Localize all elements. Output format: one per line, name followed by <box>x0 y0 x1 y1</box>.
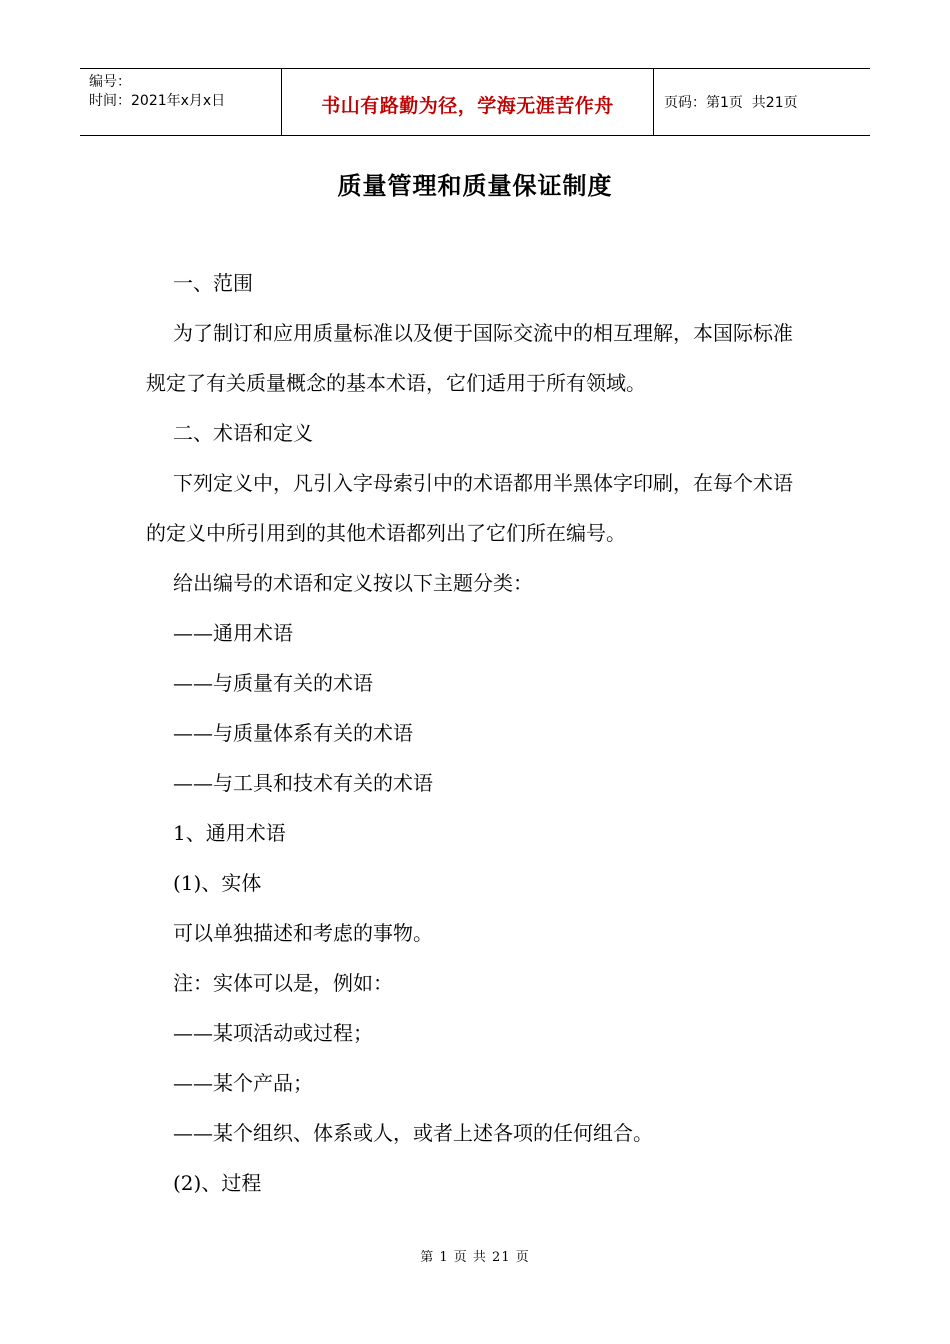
header-motto-cell <box>282 69 654 135</box>
paragraph-classification: 给出编号的术语和定义按以下主题分类： <box>173 571 533 595</box>
list-item: ——某个组织、体系或人，或者上述各项的任何组合。 <box>173 1121 653 1145</box>
serial-number-label: 编号： <box>89 74 131 90</box>
header-page-cell <box>654 69 870 135</box>
page-header <box>80 68 870 136</box>
section-heading-scope: 一、范围 <box>173 271 253 295</box>
list-item: ——与工具和技术有关的术语 <box>173 771 433 795</box>
paragraph-scope: 为了制订和应用质量标准以及便于国际交流中的相互理解，本国际标准规定了有关质量概念的基本术语，它们适用于所有领域。 <box>146 321 793 395</box>
list-item: ——某个产品； <box>173 1071 313 1095</box>
list-item: ——与质量有关的术语 <box>173 671 373 695</box>
date-label: 时间：2021年x月x日 <box>89 93 226 109</box>
list-item: ——与质量体系有关的术语 <box>173 721 413 745</box>
section-heading-terms: 二、术语和定义 <box>173 421 313 445</box>
paragraph-terms-intro: 下列定义中，凡引入字母索引中的术语都用半黑体字印刷，在每个术语的定义中所引用到的其他术语都列出了它们所在编号。 <box>146 471 793 545</box>
motto-text: 书山有路勤为径，学海无涯苦作舟 <box>321 94 614 117</box>
page-footer: 第 1 页 共 21 页 <box>420 1250 530 1265</box>
document-title: 质量管理和质量保证制度 <box>337 172 613 200</box>
term-heading-process: (2)、过程 <box>173 1171 262 1195</box>
document-body <box>146 258 810 1208</box>
page-info-text: 页码：第1页 共21页 <box>664 95 798 111</box>
subsection-heading-general: 1、通用术语 <box>173 821 286 845</box>
header-meta-cell <box>80 69 282 135</box>
list-item: ——某项活动或过程； <box>173 1021 373 1045</box>
list-item: ——通用术语 <box>173 621 293 645</box>
note-entity: 注：实体可以是，例如： <box>173 971 393 995</box>
definition-entity: 可以单独描述和考虑的事物。 <box>173 921 433 945</box>
term-heading-entity: (1)、实体 <box>173 871 262 895</box>
